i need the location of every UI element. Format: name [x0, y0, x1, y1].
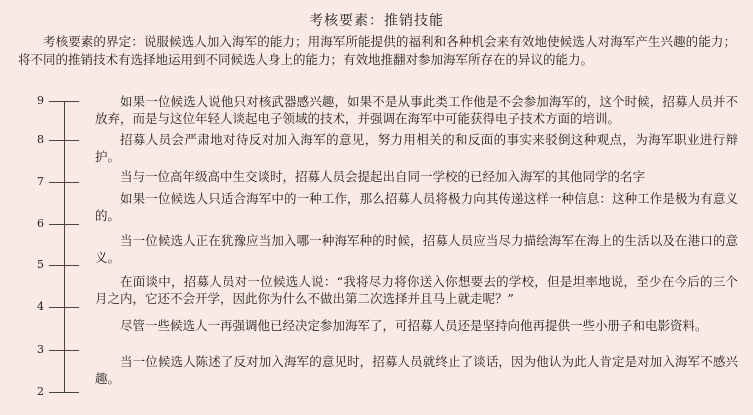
anchor-item: 尽管一些候选人一再强调他已经决定参加海军了，可招募人员还是坚持向他再提供一些小册子和电影资料。 [120, 318, 708, 333]
anchor-item: 当与一位高年级高中生交谈时，招募人员会提起出自同一学校的已经加入海军的其他同学的名字 [120, 169, 646, 184]
scale-label-8: 8 [37, 133, 44, 146]
scale-tick-8 [49, 140, 79, 141]
definition-paragraph: 考核要素的界定：说服候选人加入海军的能力；用海军所能提供的福利和各种机会来有效地使候选人对海军产生兴趣的能力；将不同的推销技术有选择地运用到不同候选人身上的能力；有效地推翻对参加海军所存在的异议的能力。 [18, 34, 736, 67]
scale-tick-7 [49, 182, 79, 183]
scale-tick-3 [49, 350, 79, 351]
scale-tick-2 [49, 392, 79, 393]
scale-label-4: 4 [37, 300, 44, 313]
anchor-item: 如果一位候选人说他只对核武器感兴趣，如果不是从事此类工作他是不会参加海军的，这个时候，招募人员并不放弃，而是与这位年轻人谈起电子领域的技术，并强调在海军中可能获得电子技术方面的培训。 [95, 94, 738, 126]
anchor-item: 如果一位候选人只适合海军中的一种工作，那么招募人员将极力向其传递这样一种信息：这种工作是极为有意义的。 [95, 191, 738, 223]
scale-label-6: 6 [37, 217, 44, 230]
anchor-item: 当一位候选人陈述了反对加入海军的意见时，招募人员就终止了谈话，因为他认为此人肯定是对加入海军不感兴趣。 [95, 354, 738, 386]
anchor-item: 招募人员会严肃地对待反对加入海军的意见，努力用相关的和反面的事实来驳倒这种观点，为海军职业进行辩护。 [95, 132, 738, 164]
page-title: 考核要素：推销技能 [309, 13, 444, 29]
anchor-item: 当一位候选人正在犹豫应当加入哪一种海军种的时候，招募人员应当尽力描绘海军在海上的生活以及在港口的意义。 [95, 233, 738, 265]
scale-label-7: 7 [37, 175, 44, 188]
scale-label-9: 9 [37, 94, 44, 107]
anchor-item: 在面谈中，招募人员对一位候选人说：“我将尽力将你送入你想要去的学校，但是坦率地说，至少在今后的三个月之内，它还不会开学，因此你为什么不做出第二次选择并且马上就走呢？” [95, 274, 738, 306]
scale-label-5: 5 [37, 258, 44, 271]
scale-label-2: 2 [37, 385, 44, 398]
scale-label-3: 3 [37, 343, 44, 356]
scale-tick-4 [49, 307, 79, 308]
scale-tick-9 [49, 101, 79, 102]
scale-tick-5 [49, 265, 79, 266]
scale-tick-6 [49, 224, 79, 225]
scale-axis-line [64, 101, 65, 392]
